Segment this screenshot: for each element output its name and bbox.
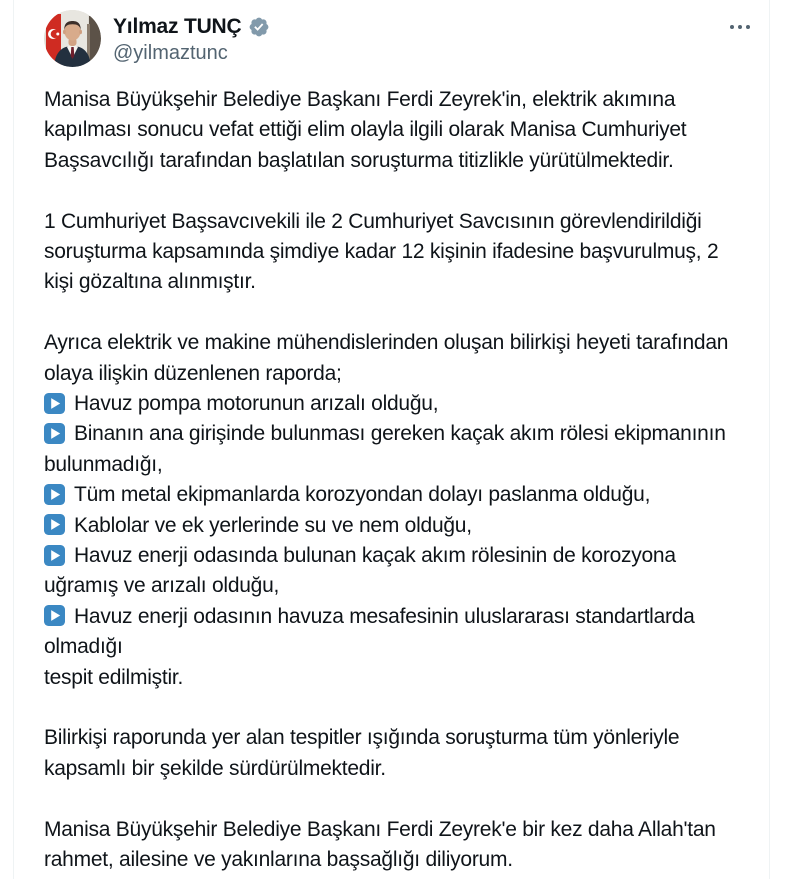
tweet-card (13, 0, 770, 879)
author-meta (113, 10, 270, 65)
play-button-icon (44, 423, 65, 444)
verified-badge-icon (248, 16, 270, 38)
tweet-paragraph: tespit edilmiştir. (44, 665, 184, 689)
tweet-paragraph: Manisa Büyükşehir Belediye Başkanı Ferdi Zeyrek'e bir kez daha Allah'tan rahmet, ailesine ve yakınlarına başsağlığı diliyorum. (44, 817, 716, 872)
play-button-icon (44, 605, 65, 626)
avatar[interactable] (44, 10, 101, 67)
avatar-photo-illustration (44, 10, 101, 67)
tweet-paragraph: Bilirkişi raporunda yer alan tespitler ışığında soruşturma tüm yönleriyle kapsamlı bir şekilde sürdürülmektedir. (44, 726, 680, 780)
play-button-icon (44, 393, 65, 414)
play-button-icon (44, 484, 65, 505)
tweet-bullet-item (44, 419, 743, 480)
tweet-paragraph: Ayrıca elektrik ve makine mühendislerinden oluşan bilirkişi heyeti tarafından olaya ilişkin düzenlenen raporda; (44, 331, 729, 385)
tweet-bullet-item (44, 389, 743, 419)
tweet-bullet-item (44, 602, 743, 663)
tweet-header (44, 10, 743, 67)
tweet-bullet-item (44, 480, 743, 510)
tweet-paragraph: 1 Cumhuriyet Başsavcıvekili ile 2 Cumhuriyet Savcısının görevlendirildiği soruşturma kapsamında şimdiye kadar 12 kişinin ifadesine başvurulmuş, 2 kişi gözaltına alınmıştır. (44, 209, 719, 294)
more-icon (728, 15, 752, 39)
author-handle[interactable]: @yilmaztunc (113, 42, 228, 64)
tweet-paragraph: Manisa Büyükşehir Belediye Başkanı Ferdi Zeyrek'in, elektrik akımına kapılması sonucu vefat ettiği elim olayla ilgili olarak Manisa Cumhuriyet Başsavcılığı tarafından başlatılan soruşturma titizlikle yürütülmektedir. (44, 88, 687, 172)
tweet-bullet-text: Havuz enerji odasında bulunan kaçak akım rölesinin de korozyona uğramış ve arızalı olduğu, (44, 544, 676, 598)
more-button[interactable] (723, 10, 757, 44)
play-button-icon (44, 514, 65, 535)
tweet-bullet-item (44, 511, 743, 541)
tweet-bullet-text: Binanın ana girişinde bulunması gereken kaçak akım rölesi ekipmanının bulunmadığı, (44, 422, 726, 476)
tweet-body (44, 85, 743, 876)
tweet-bullet-text: Kablolar ve ek yerlerinde su ve nem olduğu, (74, 513, 472, 537)
tweet-bullet-text: Havuz enerji odasının havuza mesafesinin uluslararası standartlarda olmadığı (44, 604, 695, 659)
author-name[interactable]: Yılmaz TUNÇ (113, 15, 242, 38)
author-name-row (113, 15, 270, 39)
tweet-bullet-text: Tüm metal ekipmanlarda korozyondan dolayı paslanma olduğu, (74, 483, 651, 507)
tweet-bullet-text: Havuz pompa motorunun arızalı olduğu, (74, 392, 439, 416)
tweet-bullet-item (44, 541, 743, 602)
play-button-icon (44, 545, 65, 566)
